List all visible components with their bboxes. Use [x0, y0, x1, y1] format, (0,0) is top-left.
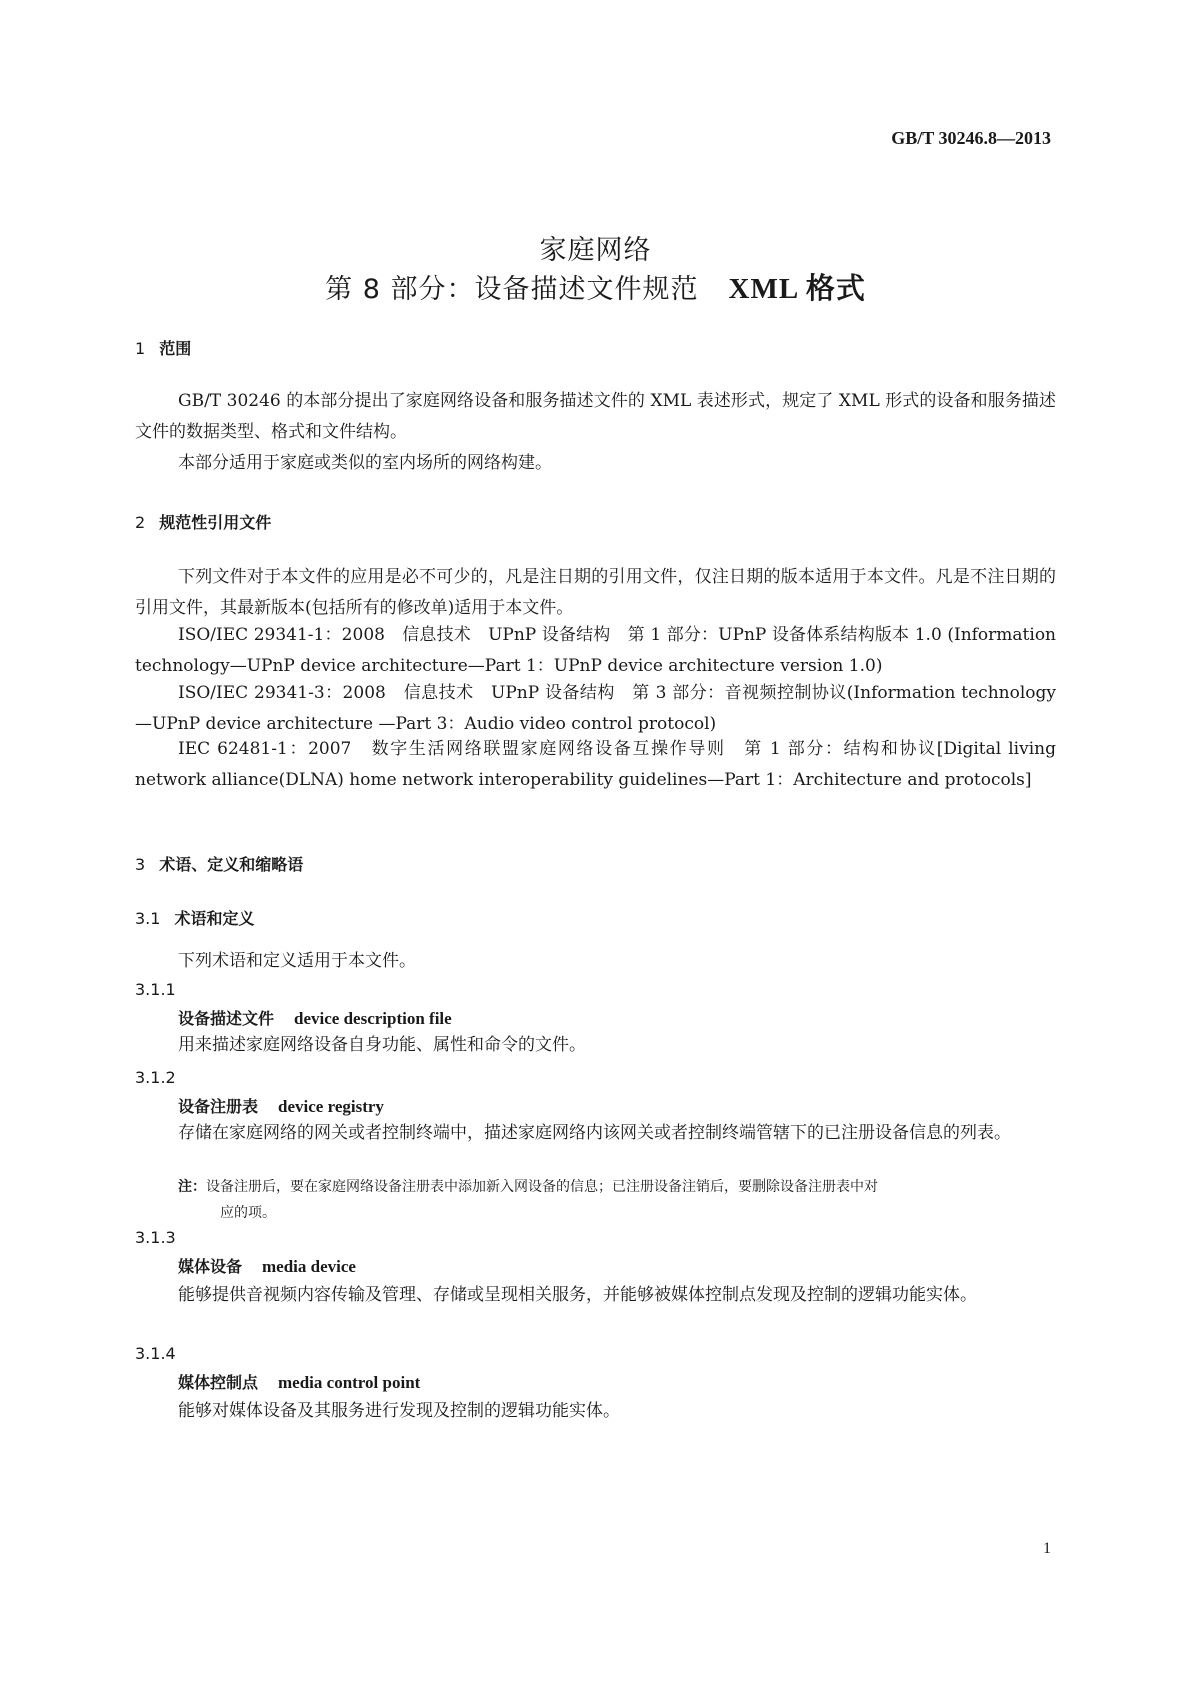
term-title — [178, 1006, 452, 1029]
term-title — [178, 1094, 384, 1117]
term-cn: 设备描述文件 — [178, 1009, 275, 1028]
normative-ref-3: IEC 62481-1：2007 数字生活网络联盟家庭网络设备互操作导则 第 1 部分：结构和协议[Digital living network alliance(DLNA) home network interoperability guidelines—Part 1：Architecture and protocols] — [135, 739, 1056, 790]
normative-ref-2: ISO/IEC 29341-3：2008 信息技术 UPnP 设备结构 第 3 部分：音视频控制协议(Information technology—UPnP device architecture —Part 3：Audio video control protocol) — [135, 683, 1056, 734]
term-number: 3.1.4 — [135, 1344, 176, 1363]
term-note — [178, 1174, 1056, 1226]
term-number: 3.1.3 — [135, 1228, 176, 1247]
section-number: 1 — [135, 339, 146, 358]
doc-title-part: 第 8 部分：设备描述文件规范 — [325, 274, 699, 305]
term-cn: 媒体设备 — [178, 1257, 243, 1276]
section-title: 规范性引用文件 — [159, 513, 272, 532]
section-2-para-1: 下列文件对于本文件的应用是必不可少的，凡是注日期的引用文件，仅注日期的版本适用于本文件。凡是不注日期的引用文件，其最新版本(包括所有的修改单)适用于本文件。 — [135, 567, 1056, 618]
section-title: 术语、定义和缩略语 — [159, 855, 304, 874]
normative-ref-1: ISO/IEC 29341-1：2008 信息技术 UPnP 设备结构 第 1 部分：UPnP 设备体系结构版本 1.0 (Information technology—UPnP device architecture—Part 1：UPnP device architecture version 1.0) — [135, 625, 1056, 676]
term-en: device registry — [278, 1097, 384, 1116]
term-number: 3.1.2 — [135, 1068, 176, 1087]
section-title: 术语和定义 — [174, 909, 255, 928]
section-1-para-1: GB/T 30246 的本部分提出了家庭网络设备和服务描述文件的 XML 表述形式，规定了 XML 形式的设备和服务描述文件的数据类型、格式和文件结构。 — [135, 391, 1056, 442]
note-label: 注： — [178, 1179, 206, 1195]
term-definition: 能够提供音视频内容传输及管理、存储或呈现相关服务，并能够被媒体控制点发现及控制的逻辑功能实体。 — [178, 1285, 977, 1305]
term-number: 3.1.1 — [135, 980, 176, 999]
section-1-para-2: 本部分适用于家庭或类似的室内场所的网络构建。 — [178, 453, 552, 473]
term-cn: 媒体控制点 — [178, 1373, 259, 1392]
term-en: device description file — [294, 1009, 452, 1028]
term-title — [178, 1370, 420, 1393]
section-title: 范围 — [159, 339, 192, 358]
section-3-1-heading — [135, 906, 254, 929]
page-number: 1 — [1043, 1540, 1051, 1557]
section-number: 2 — [135, 513, 146, 532]
doc-title-line2 — [0, 266, 1191, 307]
term-definition: 存储在家庭网络的网关或者控制终端中，描述家庭网络内该网关或者控制终端管辖下的已注册设备信息的列表。 — [178, 1123, 1011, 1143]
doc-title-line1: 家庭网络 — [539, 235, 652, 266]
note-text-line2: 应的项。 — [220, 1205, 276, 1221]
doc-title-format: XML 格式 — [728, 273, 866, 305]
term-definition: 用来描述家庭网络设备自身功能、属性和命令的文件。 — [178, 1035, 586, 1055]
section-3-1-para-1: 下列术语和定义适用于本文件。 — [178, 951, 416, 971]
section-3-heading — [135, 852, 303, 875]
term-title — [178, 1254, 356, 1277]
section-number: 3 — [135, 855, 146, 874]
section-2-heading — [135, 510, 271, 533]
term-definition: 能够对媒体设备及其服务进行发现及控制的逻辑功能实体。 — [178, 1401, 620, 1421]
section-number: 3.1 — [135, 909, 161, 928]
term-en: media control point — [278, 1373, 421, 1392]
term-cn: 设备注册表 — [178, 1097, 259, 1116]
note-text-line1: 设备注册后，要在家庭网络设备注册表中添加新入网设备的信息；已注册设备注销后，要删除设备注册表中对 — [206, 1179, 878, 1195]
term-en: media device — [262, 1257, 356, 1276]
standard-number: GB/T 30246.8—2013 — [891, 128, 1051, 148]
section-1-heading — [135, 336, 191, 359]
